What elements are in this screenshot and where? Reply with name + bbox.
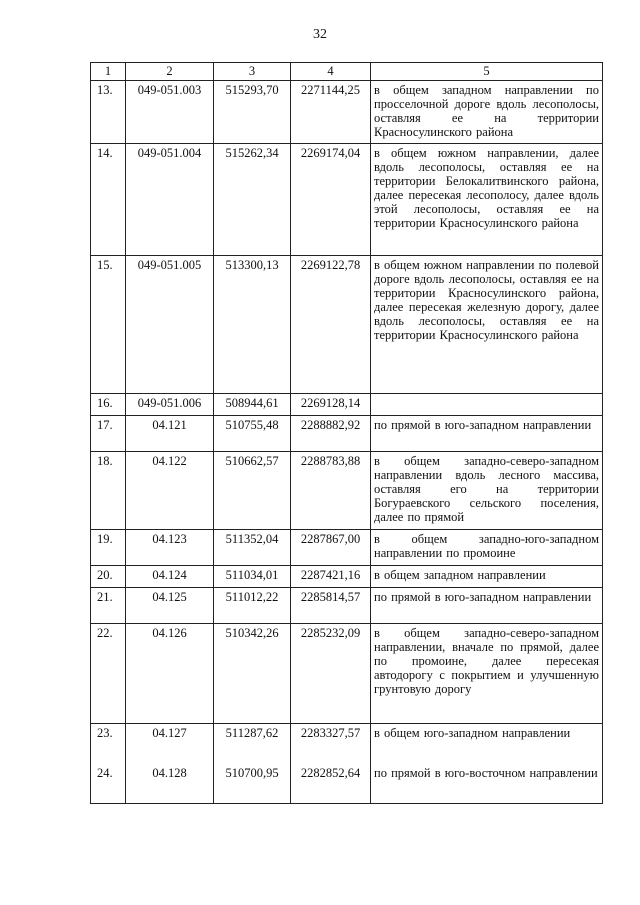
row-number: 18.: [91, 452, 126, 530]
table-row: [91, 724, 603, 764]
boundary-description: в общем южном направлении, далее вдоль лесополосы, оставляя ее на территории Белокалитвинского района, далее пересекая лесополосу, далее вдоль этой лесополосы, оставляя ее на территории Красносулинского района: [371, 144, 603, 256]
row-number: 24.: [91, 764, 126, 804]
boundary-description: по прямой в юго-западном направлении: [371, 588, 603, 624]
coordinate-y: 2285814,57: [291, 588, 371, 624]
column-header: 1: [91, 63, 126, 81]
boundary-points-table: [90, 62, 603, 804]
coordinate-x: 511012,22: [214, 588, 291, 624]
boundary-description: [371, 394, 603, 416]
row-number: 16.: [91, 394, 126, 416]
boundary-description: в общем южном направлении по полевой дороге вдоль лесополосы, оставляя ее на территории Красносулинского района, далее пересекая железную дорогу, далее вдоль лесополосы, оставляя ее на территории Красносулинского района: [371, 256, 603, 394]
column-header: 5: [371, 63, 603, 81]
coordinate-x: 515293,70: [214, 81, 291, 144]
coordinate-y: 2283327,57: [291, 724, 371, 764]
row-number: 17.: [91, 416, 126, 452]
table-header-row: [91, 63, 603, 81]
column-header: 3: [214, 63, 291, 81]
point-code: 04.123: [126, 530, 214, 566]
point-code: 049-051.005: [126, 256, 214, 394]
row-number: 23.: [91, 724, 126, 764]
row-number: 14.: [91, 144, 126, 256]
point-code: 049-051.006: [126, 394, 214, 416]
row-number: 15.: [91, 256, 126, 394]
boundary-description: в общем западном направлении: [371, 566, 603, 588]
table-row: [91, 256, 603, 394]
point-code: 04.125: [126, 588, 214, 624]
coordinate-y: 2269122,78: [291, 256, 371, 394]
table-row: [91, 588, 603, 624]
coordinate-y: 2282852,64: [291, 764, 371, 804]
boundary-description: в общем западно-северо-западном направлении вдоль лесного массива, оставляя его на территории Богураевского сельского поселения, далее по прямой: [371, 452, 603, 530]
point-code: 04.128: [126, 764, 214, 804]
coordinate-x: 511287,62: [214, 724, 291, 764]
table-row: [91, 144, 603, 256]
table-row: [91, 81, 603, 144]
coordinate-x: 510342,26: [214, 624, 291, 724]
coordinate-x: 511352,04: [214, 530, 291, 566]
coordinate-x: 510662,57: [214, 452, 291, 530]
coordinate-x: 511034,01: [214, 566, 291, 588]
boundary-description: в общем западно-северо-западном направлении, вначале по прямой, далее по промоине, далее пересекая автодорогу с покрытием и улучшенную грунтовую дорогу: [371, 624, 603, 724]
coordinate-x: 508944,61: [214, 394, 291, 416]
coordinate-x: 510700,95: [214, 764, 291, 804]
point-code: 049-051.004: [126, 144, 214, 256]
row-number: 20.: [91, 566, 126, 588]
column-header: 4: [291, 63, 371, 81]
coordinate-y: 2288783,88: [291, 452, 371, 530]
boundary-description: по прямой в юго-восточном направлении: [371, 764, 603, 804]
point-code: 04.121: [126, 416, 214, 452]
coordinate-y: 2271144,25: [291, 81, 371, 144]
point-code: 04.124: [126, 566, 214, 588]
coordinate-y: 2288882,92: [291, 416, 371, 452]
point-code: 04.126: [126, 624, 214, 724]
row-number: 13.: [91, 81, 126, 144]
coordinate-y: 2269174,04: [291, 144, 371, 256]
table-row: [91, 394, 603, 416]
boundary-description: в общем западно-юго-западном направлении по промоине: [371, 530, 603, 566]
table-row: [91, 624, 603, 724]
coordinate-y: 2287421,16: [291, 566, 371, 588]
point-code: 049-051.003: [126, 81, 214, 144]
coordinate-y: 2287867,00: [291, 530, 371, 566]
coordinate-y: 2285232,09: [291, 624, 371, 724]
point-code: 04.122: [126, 452, 214, 530]
column-header: 2: [126, 63, 214, 81]
boundary-description: в общем юго-западном направлении: [371, 724, 603, 764]
table-row: [91, 566, 603, 588]
row-number: 21.: [91, 588, 126, 624]
coordinate-y: 2269128,14: [291, 394, 371, 416]
boundary-description: по прямой в юго-западном направлении: [371, 416, 603, 452]
coordinate-x: 515262,34: [214, 144, 291, 256]
table-row: [91, 530, 603, 566]
row-number: 22.: [91, 624, 126, 724]
boundary-description: в общем западном направлении по просселочной дороге вдоль лесополосы, оставляя ее на территории Красносулинского района: [371, 81, 603, 144]
page-number: 32: [313, 27, 327, 42]
table-row: [91, 764, 603, 804]
table-row: [91, 416, 603, 452]
row-number: 19.: [91, 530, 126, 566]
coordinate-x: 510755,48: [214, 416, 291, 452]
point-code: 04.127: [126, 724, 214, 764]
table-row: [91, 452, 603, 530]
coordinate-x: 513300,13: [214, 256, 291, 394]
